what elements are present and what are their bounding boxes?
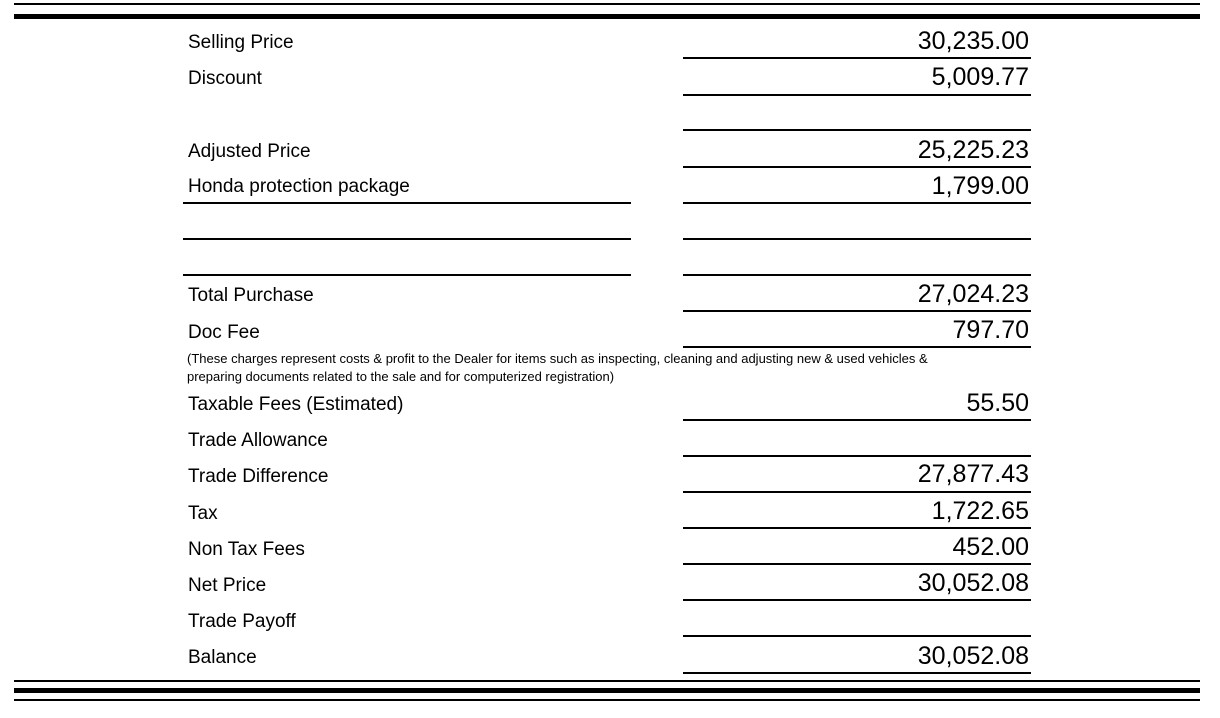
- bottom-rule-thick: [14, 688, 1200, 693]
- selling-price-label: Selling Price: [188, 32, 294, 53]
- total-purchase-value: 27,024.23: [917, 280, 1029, 308]
- tax-label: Tax: [188, 503, 218, 524]
- net-price-value: 30,052.08: [917, 569, 1029, 597]
- discount-value: 5,009.77: [931, 63, 1029, 91]
- protection-package-line: [683, 202, 1031, 204]
- adjusted-price-label: Adjusted Price: [188, 141, 311, 162]
- non-tax-fees-label: Non Tax Fees: [188, 539, 305, 560]
- discount-label: Discount: [188, 68, 262, 89]
- trade-difference-line: [683, 491, 1031, 493]
- trade-difference-value: 27,877.43: [917, 460, 1029, 488]
- trade-payoff-line: [683, 635, 1031, 637]
- protection-package-value: 1,799.00: [931, 172, 1029, 200]
- tax-line: [683, 527, 1031, 529]
- adjusted-price-line: [683, 166, 1031, 168]
- blank-addon-value-line-2: [683, 274, 1031, 276]
- selling-price-value: 30,235.00: [917, 27, 1029, 55]
- net-price-label: Net Price: [188, 575, 267, 596]
- blank-line-1: [683, 129, 1031, 131]
- balance-line: [683, 672, 1031, 674]
- balance-label: Balance: [188, 647, 257, 668]
- non-tax-fees-line: [683, 563, 1031, 565]
- top-rule-thick: [14, 14, 1200, 19]
- doc-fee-note: [187, 350, 987, 386]
- taxable-fees-line: [683, 419, 1031, 421]
- trade-difference-label: Trade Difference: [188, 466, 329, 487]
- non-tax-fees-value: 452.00: [952, 533, 1029, 561]
- taxable-fees-label: Taxable Fees (Estimated): [188, 394, 404, 415]
- doc-fee-note-line-2: preparing documents related to the sale and for computerized registration): [187, 369, 615, 384]
- doc-fee-value: 797.70: [952, 316, 1029, 344]
- trade-allowance-label: Trade Allowance: [188, 430, 328, 451]
- doc-fee-note-line-1: (These charges represent costs & profit to the Dealer for items such as inspecting, cleaning and adjusting new & used vehicles &: [187, 351, 928, 366]
- total-purchase-label: Total Purchase: [188, 285, 314, 306]
- total-purchase-line: [683, 310, 1031, 312]
- adjusted-price-value: 25,225.23: [917, 136, 1029, 164]
- trade-payoff-label: Trade Payoff: [188, 611, 296, 632]
- blank-addon-label-line: [183, 238, 631, 240]
- taxable-fees-value: 55.50: [966, 389, 1029, 417]
- bottom-rule-thin-1: [14, 680, 1200, 682]
- doc-fee-line: [683, 346, 1031, 348]
- bottom-rule-thin-2: [14, 699, 1200, 701]
- blank-addon-value-line: [683, 238, 1031, 240]
- balance-value: 30,052.08: [917, 642, 1029, 670]
- protection-package-label: Honda protection package: [188, 176, 410, 197]
- protection-package-label-line: [183, 202, 631, 204]
- top-rule-thin: [14, 3, 1200, 5]
- discount-line: [683, 94, 1031, 96]
- doc-fee-label: Doc Fee: [188, 322, 260, 343]
- selling-price-line: [683, 57, 1031, 59]
- trade-allowance-line: [683, 455, 1031, 457]
- net-price-line: [683, 599, 1031, 601]
- tax-value: 1,722.65: [931, 497, 1029, 525]
- blank-addon-label-line-2: [183, 274, 631, 276]
